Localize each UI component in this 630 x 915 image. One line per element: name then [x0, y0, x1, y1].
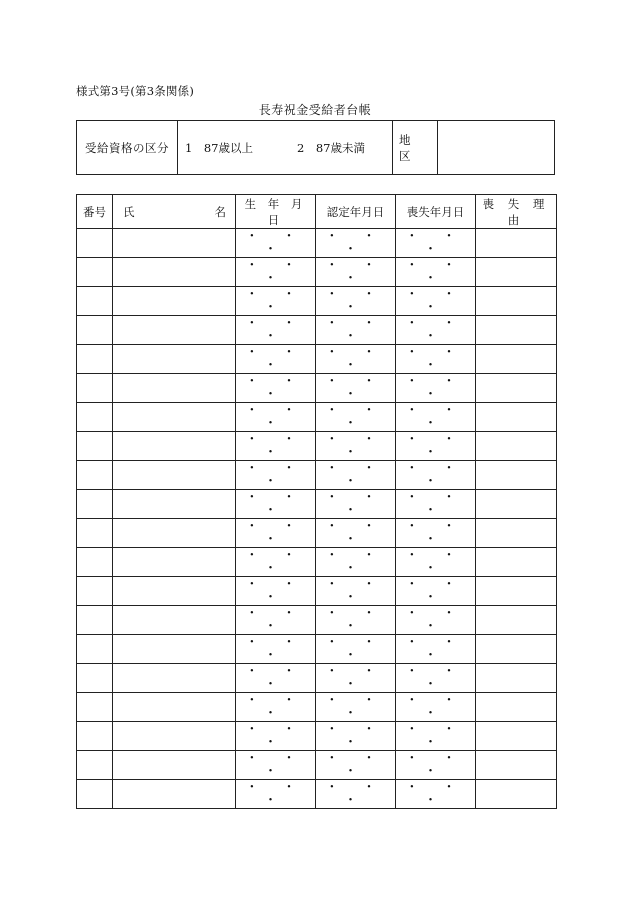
cell-number[interactable] — [77, 374, 113, 403]
cell-loss-date[interactable]: ・ ・ ・ — [396, 780, 476, 809]
cell-number[interactable] — [77, 287, 113, 316]
cell-loss-date[interactable]: ・ ・ ・ — [396, 316, 476, 345]
cell-loss-reason[interactable] — [476, 432, 557, 461]
cell-loss-reason[interactable] — [476, 751, 557, 780]
cell-birth-date[interactable]: ・ ・ ・ — [236, 258, 316, 287]
cell-certification-date[interactable]: ・ ・ ・ — [316, 693, 396, 722]
cell-number[interactable] — [77, 461, 113, 490]
table-row — [77, 722, 557, 751]
cell-loss-reason[interactable] — [476, 519, 557, 548]
cell-birth-date[interactable]: ・ ・ ・ — [236, 635, 316, 664]
cell-loss-date[interactable]: ・ ・ ・ — [396, 693, 476, 722]
cell-certification-date[interactable]: ・ ・ ・ — [316, 490, 396, 519]
cell-number[interactable] — [77, 229, 113, 258]
district-label: 地 区 — [393, 121, 438, 174]
cell-name[interactable] — [113, 664, 236, 693]
cell-birth-date[interactable]: ・ ・ ・ — [236, 403, 316, 432]
header-number: 番号 — [77, 195, 113, 229]
eligibility-label: 受給資格の区分 — [77, 121, 178, 174]
table-row — [77, 490, 557, 519]
document-title: 長寿祝金受給者台帳 — [258, 103, 372, 117]
cell-loss-reason[interactable] — [476, 316, 557, 345]
cell-loss-date[interactable]: ・ ・ ・ — [396, 751, 476, 780]
table-row — [77, 345, 557, 374]
cell-loss-date[interactable]: ・ ・ ・ — [396, 519, 476, 548]
table-row — [77, 258, 557, 287]
cell-name[interactable] — [113, 780, 236, 809]
cell-certification-date[interactable]: ・ ・ ・ — [316, 664, 396, 693]
cell-birth-date[interactable]: ・ ・ ・ — [236, 490, 316, 519]
cell-number[interactable] — [77, 722, 113, 751]
table-row — [77, 316, 557, 345]
cell-number[interactable] — [77, 316, 113, 345]
cell-name[interactable] — [113, 461, 236, 490]
cell-birth-date[interactable]: ・ ・ ・ — [236, 780, 316, 809]
cell-name[interactable] — [113, 490, 236, 519]
cell-number[interactable] — [77, 751, 113, 780]
cell-name[interactable] — [113, 374, 236, 403]
cell-birth-date[interactable]: ・ ・ ・ — [236, 229, 316, 258]
table-row — [77, 403, 557, 432]
cell-loss-date[interactable]: ・ ・ ・ — [396, 664, 476, 693]
eligibility-option-under-87[interactable]: 2 87歳未満 — [297, 140, 365, 155]
cell-certification-date[interactable]: ・ ・ ・ — [316, 258, 396, 287]
header-loss-date: 喪失年月日 — [396, 195, 476, 229]
cell-birth-date[interactable]: ・ ・ ・ — [236, 722, 316, 751]
table-row — [77, 780, 557, 809]
cell-certification-date[interactable]: ・ ・ ・ — [316, 461, 396, 490]
cell-name[interactable] — [113, 606, 236, 635]
cell-loss-date[interactable]: ・ ・ ・ — [396, 258, 476, 287]
eligibility-option-87-and-over[interactable]: 1 87歳以上 — [185, 140, 253, 155]
cell-loss-reason[interactable] — [476, 606, 557, 635]
table-row — [77, 606, 557, 635]
cell-loss-date[interactable]: ・ ・ ・ — [396, 432, 476, 461]
header-loss-reason: 喪 失 理 由 — [476, 195, 557, 229]
header-certification-date: 認定年月日 — [316, 195, 396, 229]
cell-loss-reason[interactable] — [476, 461, 557, 490]
cell-certification-date[interactable]: ・ ・ ・ — [316, 780, 396, 809]
header-name — [113, 195, 236, 229]
cell-name[interactable] — [113, 751, 236, 780]
table-row — [77, 548, 557, 577]
eligibility-box — [76, 120, 555, 175]
table-row — [77, 519, 557, 548]
cell-loss-date[interactable]: ・ ・ ・ — [396, 345, 476, 374]
cell-birth-date[interactable]: ・ ・ ・ — [236, 519, 316, 548]
cell-name[interactable] — [113, 345, 236, 374]
cell-certification-date[interactable]: ・ ・ ・ — [316, 519, 396, 548]
cell-number[interactable] — [77, 345, 113, 374]
cell-loss-reason[interactable] — [476, 635, 557, 664]
cell-certification-date[interactable]: ・ ・ ・ — [316, 403, 396, 432]
cell-loss-date[interactable]: ・ ・ ・ — [396, 461, 476, 490]
cell-name[interactable] — [113, 316, 236, 345]
cell-certification-date[interactable]: ・ ・ ・ — [316, 432, 396, 461]
cell-loss-reason[interactable] — [476, 229, 557, 258]
cell-number[interactable] — [77, 490, 113, 519]
cell-loss-date[interactable]: ・ ・ ・ — [396, 722, 476, 751]
form-number-label: 様式第3号(第3条関係) — [76, 84, 195, 98]
cell-birth-date[interactable]: ・ ・ ・ — [236, 287, 316, 316]
cell-certification-date[interactable]: ・ ・ ・ — [316, 316, 396, 345]
cell-loss-reason[interactable] — [476, 258, 557, 287]
cell-birth-date[interactable]: ・ ・ ・ — [236, 751, 316, 780]
cell-birth-date[interactable]: ・ ・ ・ — [236, 345, 316, 374]
header-birth-date: 生 年 月 日 — [236, 195, 316, 229]
cell-loss-date[interactable]: ・ ・ ・ — [396, 548, 476, 577]
cell-name[interactable] — [113, 577, 236, 606]
cell-loss-reason[interactable] — [476, 287, 557, 316]
cell-birth-date[interactable]: ・ ・ ・ — [236, 606, 316, 635]
cell-loss-date[interactable]: ・ ・ ・ — [396, 287, 476, 316]
cell-certification-date[interactable]: ・ ・ ・ — [316, 606, 396, 635]
cell-birth-date[interactable]: ・ ・ ・ — [236, 664, 316, 693]
cell-certification-date[interactable]: ・ ・ ・ — [316, 374, 396, 403]
cell-certification-date[interactable]: ・ ・ ・ — [316, 229, 396, 258]
cell-loss-date[interactable]: ・ ・ ・ — [396, 606, 476, 635]
header-name-surname: 氏 — [123, 204, 135, 219]
recipient-register-table — [76, 194, 557, 809]
cell-loss-date[interactable]: ・ ・ ・ — [396, 374, 476, 403]
cell-loss-date[interactable]: ・ ・ ・ — [396, 490, 476, 519]
cell-loss-reason[interactable] — [476, 664, 557, 693]
cell-number[interactable] — [77, 577, 113, 606]
eligibility-options — [178, 121, 393, 174]
cell-name[interactable] — [113, 229, 236, 258]
cell-birth-date[interactable]: ・ ・ ・ — [236, 461, 316, 490]
cell-loss-date[interactable]: ・ ・ ・ — [396, 577, 476, 606]
cell-loss-reason[interactable] — [476, 693, 557, 722]
table-row — [77, 374, 557, 403]
cell-birth-date[interactable]: ・ ・ ・ — [236, 432, 316, 461]
cell-number[interactable] — [77, 519, 113, 548]
table-row — [77, 664, 557, 693]
cell-loss-reason[interactable] — [476, 548, 557, 577]
cell-number[interactable] — [77, 548, 113, 577]
cell-name[interactable] — [113, 548, 236, 577]
cell-number[interactable] — [77, 258, 113, 287]
table-header-row — [77, 195, 557, 229]
cell-number[interactable] — [77, 635, 113, 664]
cell-certification-date[interactable]: ・ ・ ・ — [316, 635, 396, 664]
cell-birth-date[interactable]: ・ ・ ・ — [236, 374, 316, 403]
cell-certification-date[interactable]: ・ ・ ・ — [316, 722, 396, 751]
cell-loss-date[interactable]: ・ ・ ・ — [396, 403, 476, 432]
table-row — [77, 287, 557, 316]
cell-loss-reason[interactable] — [476, 780, 557, 809]
cell-name[interactable] — [113, 722, 236, 751]
cell-name[interactable] — [113, 693, 236, 722]
cell-loss-reason[interactable] — [476, 403, 557, 432]
table-row — [77, 432, 557, 461]
cell-number[interactable] — [77, 780, 113, 809]
header-name-given: 名 — [214, 204, 226, 219]
cell-birth-date[interactable]: ・ ・ ・ — [236, 693, 316, 722]
cell-loss-reason[interactable] — [476, 722, 557, 751]
cell-name[interactable] — [113, 403, 236, 432]
cell-loss-reason[interactable] — [476, 374, 557, 403]
cell-number[interactable] — [77, 432, 113, 461]
cell-birth-date[interactable]: ・ ・ ・ — [236, 548, 316, 577]
cell-birth-date[interactable]: ・ ・ ・ — [236, 577, 316, 606]
cell-name[interactable] — [113, 287, 236, 316]
cell-name[interactable] — [113, 432, 236, 461]
cell-number[interactable] — [77, 403, 113, 432]
cell-name[interactable] — [113, 635, 236, 664]
table-row — [77, 229, 557, 258]
cell-loss-date[interactable]: ・ ・ ・ — [396, 635, 476, 664]
cell-loss-date[interactable]: ・ ・ ・ — [396, 229, 476, 258]
cell-certification-date[interactable]: ・ ・ ・ — [316, 577, 396, 606]
cell-loss-reason[interactable] — [476, 577, 557, 606]
cell-name[interactable] — [113, 519, 236, 548]
table-row — [77, 461, 557, 490]
cell-name[interactable] — [113, 258, 236, 287]
cell-certification-date[interactable]: ・ ・ ・ — [316, 751, 396, 780]
table-row — [77, 693, 557, 722]
cell-loss-reason[interactable] — [476, 345, 557, 374]
cell-certification-date[interactable]: ・ ・ ・ — [316, 287, 396, 316]
cell-number[interactable] — [77, 693, 113, 722]
cell-number[interactable] — [77, 606, 113, 635]
table-row — [77, 751, 557, 780]
table-row — [77, 635, 557, 664]
district-field[interactable] — [438, 121, 554, 174]
cell-certification-date[interactable]: ・ ・ ・ — [316, 345, 396, 374]
table-row — [77, 577, 557, 606]
cell-number[interactable] — [77, 664, 113, 693]
cell-birth-date[interactable]: ・ ・ ・ — [236, 316, 316, 345]
cell-loss-reason[interactable] — [476, 490, 557, 519]
cell-certification-date[interactable]: ・ ・ ・ — [316, 548, 396, 577]
